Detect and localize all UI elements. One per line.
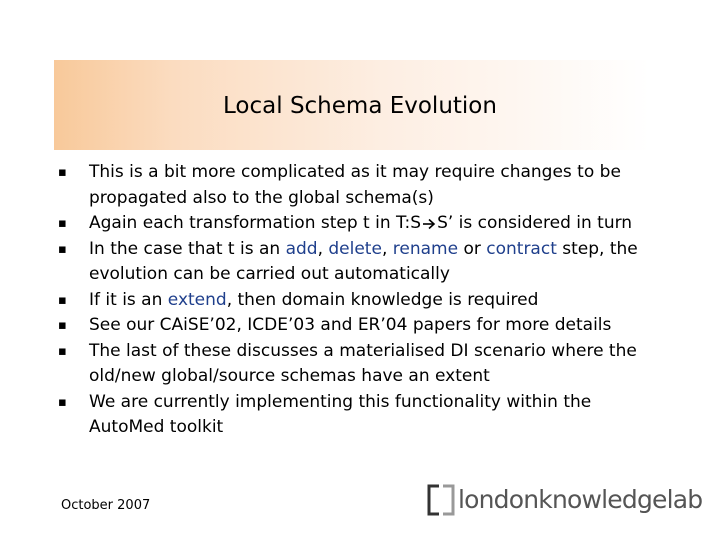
bullet-text: If it is an — [89, 289, 168, 310]
bullet-text: , — [317, 238, 329, 259]
bullet-text: We are currently implementing this functionality within the AutoMed toolkit — [89, 391, 592, 437]
bullet-text: , — [381, 238, 393, 259]
square-bullet-icon: ▪ — [58, 394, 67, 410]
bullet-text: step, the evolution can be carried out automatically — [89, 238, 638, 284]
square-bullet-icon: ▪ — [58, 343, 67, 359]
square-bullet-icon: ▪ — [58, 318, 67, 333]
slide-title: Local Schema Evolution — [223, 93, 497, 119]
bullet-list — [58, 160, 670, 441]
bracket-logo-icon — [426, 483, 456, 517]
bullet-item — [58, 211, 670, 237]
keyword-extend: extend — [167, 289, 227, 310]
square-bullet-icon: ▪ — [58, 165, 67, 180]
footer-date: October 2007 — [61, 498, 151, 513]
bullet-item — [58, 390, 670, 441]
right-arrow-icon — [422, 218, 436, 230]
bullet-item — [58, 339, 670, 390]
london-knowledge-lab-logo — [426, 480, 702, 520]
bullet-text: S’ is considered in turn — [437, 213, 633, 233]
bullet-text: or — [458, 238, 487, 259]
square-bullet-icon: ▪ — [58, 241, 67, 257]
square-bullet-icon: ▪ — [58, 292, 67, 308]
keyword-contract: contract — [486, 238, 557, 259]
bullet-text: In the case that t is an — [89, 238, 286, 259]
bullet-item — [58, 160, 670, 211]
square-bullet-icon: ▪ — [58, 216, 67, 231]
keyword-rename: rename — [392, 238, 459, 259]
bullet-text: The last of these discusses a materialised DI scenario where the old/new global/source schemas have an extent — [89, 340, 637, 386]
logo-text: londonknowledgelab — [458, 485, 703, 514]
bullet-item — [58, 237, 670, 288]
bullet-item — [58, 288, 670, 314]
bullet-text: Again each transformation step t in T:S — [89, 213, 422, 233]
bullet-text: , then domain knowledge is required — [226, 289, 539, 310]
bullet-item — [58, 313, 670, 339]
bullet-text: This is a bit more complicated as it may require changes to be propagated also to the global schema(s) — [89, 162, 621, 208]
keyword-add: add — [285, 238, 318, 259]
bullet-text: See our CAiSE’02, ICDE’03 and ER’04 papers for more details — [89, 315, 612, 335]
keyword-delete: delete — [328, 238, 382, 259]
